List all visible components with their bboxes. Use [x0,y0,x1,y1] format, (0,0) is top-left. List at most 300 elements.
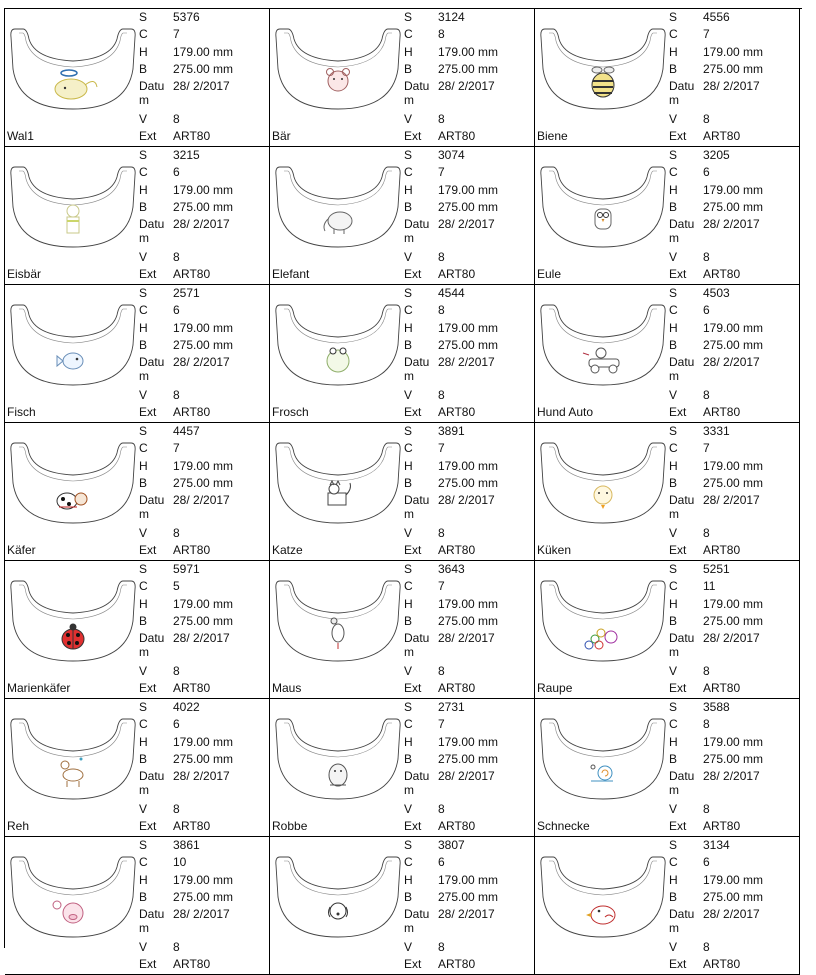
version-label: V [404,526,413,540]
colors-value: 6 [173,717,180,731]
date-value: 28/ 2/2017 [173,907,230,921]
extension-label: Ext [669,681,687,695]
colors-label: C [404,855,413,869]
date-label: Datu m [669,631,695,659]
date-value: 28/ 2/2017 [703,79,760,93]
height-label: H [669,459,678,473]
colors-label: C [139,165,148,179]
extension-label: Ext [404,543,422,557]
date-value: 28/ 2/2017 [173,493,230,507]
colors-label: C [404,579,413,593]
colors-value: 7 [173,27,180,41]
bib-thumbnail[interactable] [539,713,667,803]
bib-outline-image [274,23,402,113]
design-name: Maus [272,681,302,695]
colors-label: C [669,855,678,869]
colors-label: C [669,303,678,317]
width-value: 275.00 mm [173,338,234,352]
date-label: Datu m [404,355,430,383]
stitches-value: 4022 [173,700,200,714]
width-value: 275.00 mm [438,338,499,352]
extension-label: Ext [669,267,687,281]
design-name: Frosch [272,405,309,419]
design-card-deer[interactable] [5,699,270,837]
colors-label: C [404,717,413,731]
frog-motif-icon [327,348,349,372]
caterpillar-motif-icon [585,629,617,649]
version-value: 8 [173,664,180,678]
version-label: V [404,802,413,816]
colors-value: 6 [703,855,710,869]
date-value: 28/ 2/2017 [703,907,760,921]
design-name: Fisch [7,405,36,419]
bib-thumbnail[interactable] [274,23,402,113]
extension-value: ART80 [438,267,476,281]
extension-label: Ext [404,957,422,971]
extension-value: ART80 [438,681,476,695]
height-value: 179.00 mm [173,321,234,335]
seal-motif-icon [329,764,347,786]
bib-outline-image [274,575,402,665]
colors-label: C [139,855,148,869]
polarbear-motif-icon [67,205,79,233]
height-label: H [139,873,148,887]
bib-thumbnail[interactable] [539,299,667,389]
colors-label: C [139,303,148,317]
stitches-label: S [404,424,413,438]
extension-value: ART80 [703,819,741,833]
height-label: H [404,459,413,473]
extension-label: Ext [404,129,422,143]
date-label: Datu m [669,769,695,797]
date-label: Datu m [669,907,695,935]
design-card-ladybug[interactable] [5,561,270,699]
bib-thumbnail[interactable] [274,713,402,803]
height-value: 179.00 mm [438,45,499,59]
design-name: Eule [537,267,562,281]
bib-thumbnail[interactable] [274,299,402,389]
date-label: Datu m [404,907,430,935]
height-label: H [669,45,678,59]
stitches-label: S [404,562,413,576]
colors-value: 7 [173,441,180,455]
height-value: 179.00 mm [438,873,499,887]
design-card-elephant[interactable] [270,147,535,285]
version-label: V [139,526,148,540]
extension-value: ART80 [703,267,741,281]
height-value: 179.00 mm [173,459,234,473]
height-label: H [404,597,413,611]
mouse-motif-icon [331,618,344,649]
design-card-seal[interactable] [270,699,535,837]
extension-label: Ext [139,681,157,695]
bib-thumbnail[interactable] [9,23,137,113]
design-card-beetle[interactable] [5,423,270,561]
design-card-bee[interactable] [535,9,800,147]
width-value: 275.00 mm [438,62,499,76]
extension-value: ART80 [703,405,741,419]
width-label: B [669,476,678,490]
colors-label: C [669,27,678,41]
width-label: B [669,614,678,628]
height-value: 179.00 mm [438,321,499,335]
date-label: Datu m [139,907,165,935]
stitches-label: S [139,10,148,24]
stitches-label: S [404,286,413,300]
bib-thumbnail[interactable] [274,851,402,941]
width-label: B [139,62,148,76]
width-label: B [669,200,678,214]
bib-thumbnail[interactable] [9,575,137,665]
bib-thumbnail[interactable] [9,713,137,803]
colors-label: C [139,717,148,731]
stitches-value: 4556 [703,10,730,24]
stitches-value: 2731 [438,700,465,714]
height-value: 179.00 mm [438,183,499,197]
extension-value: ART80 [438,129,476,143]
design-card-pig[interactable] [5,837,270,975]
extension-value: ART80 [703,129,741,143]
version-label: V [404,250,413,264]
design-card-fish[interactable] [5,285,270,423]
width-value: 275.00 mm [173,476,234,490]
extension-value: ART80 [703,957,741,971]
stitches-label: S [669,148,678,162]
date-label: Datu m [139,217,165,245]
width-value: 275.00 mm [438,476,499,490]
bib-outline-image [539,575,667,665]
stitches-value: 3134 [703,838,730,852]
colors-label: C [404,303,413,317]
extension-label: Ext [669,129,687,143]
date-label: Datu m [139,79,165,107]
date-label: Datu m [669,217,695,245]
date-label: Datu m [404,631,430,659]
width-label: B [139,200,148,214]
date-value: 28/ 2/2017 [173,355,230,369]
bib-thumbnail[interactable] [539,437,667,527]
width-label: B [669,752,678,766]
height-value: 179.00 mm [173,735,234,749]
bib-outline-image [274,299,402,389]
deer-motif-icon [61,758,83,788]
colors-value: 7 [438,717,445,731]
version-label: V [139,250,148,264]
version-value: 8 [703,664,710,678]
cat-motif-icon [328,481,351,505]
design-card-snail[interactable] [535,699,800,837]
colors-label: C [139,579,148,593]
bib-thumbnail[interactable] [274,437,402,527]
extension-label: Ext [669,543,687,557]
extension-value: ART80 [173,267,211,281]
date-label: Datu m [139,493,165,521]
height-label: H [669,321,678,335]
bib-thumbnail[interactable] [539,161,667,251]
extension-label: Ext [139,129,157,143]
version-label: V [669,388,678,402]
version-label: V [404,940,413,954]
dogcar-motif-icon [583,348,619,373]
width-value: 275.00 mm [703,200,764,214]
version-value: 8 [703,526,710,540]
colors-value: 11 [703,579,716,593]
width-value: 275.00 mm [703,752,764,766]
width-label: B [669,890,678,904]
stitches-label: S [139,700,148,714]
whale-motif-icon [55,70,97,99]
design-name: Schnecke [537,819,590,833]
height-label: H [139,459,148,473]
date-value: 28/ 2/2017 [438,355,495,369]
stitches-value: 3588 [703,700,730,714]
date-value: 28/ 2/2017 [703,769,760,783]
extension-label: Ext [139,405,157,419]
version-value: 8 [703,250,710,264]
stitches-value: 3074 [438,148,465,162]
stitches-label: S [404,838,413,852]
bear-motif-icon [327,69,350,92]
colors-label: C [139,27,148,41]
stitches-value: 3807 [438,838,465,852]
beetle-motif-icon [57,493,87,509]
date-label: Datu m [669,79,695,107]
height-label: H [139,183,148,197]
height-label: H [404,45,413,59]
height-label: H [404,873,413,887]
date-value: 28/ 2/2017 [173,769,230,783]
version-label: V [139,112,148,126]
design-card-chick[interactable] [535,423,800,561]
stitches-value: 2571 [173,286,200,300]
dog-motif-icon [329,903,348,919]
bib-outline-image [539,299,667,389]
design-card-dogcar[interactable] [535,285,800,423]
colors-value: 6 [173,303,180,317]
colors-value: 8 [438,27,445,41]
stitches-value: 4503 [703,286,730,300]
width-value: 275.00 mm [173,200,234,214]
width-label: B [404,338,413,352]
extension-value: ART80 [173,129,211,143]
date-label: Datu m [139,769,165,797]
version-label: V [404,388,413,402]
colors-value: 7 [703,441,710,455]
design-card-owl[interactable] [535,147,800,285]
colors-value: 6 [173,165,180,179]
date-value: 28/ 2/2017 [438,769,495,783]
snail-motif-icon [591,765,613,781]
colors-label: C [139,441,148,455]
extension-label: Ext [404,681,422,695]
date-label: Datu m [404,769,430,797]
width-value: 275.00 mm [703,338,764,352]
date-value: 28/ 2/2017 [703,493,760,507]
date-value: 28/ 2/2017 [438,217,495,231]
extension-value: ART80 [438,405,476,419]
extension-value: ART80 [438,543,476,557]
design-name: Reh [7,819,30,833]
version-label: V [404,112,413,126]
design-card-bear[interactable] [270,9,535,147]
version-value: 8 [703,112,710,126]
date-label: Datu m [404,493,430,521]
colors-label: C [669,717,678,731]
width-label: B [404,890,413,904]
extension-label: Ext [404,267,422,281]
bib-thumbnail[interactable] [274,161,402,251]
bib-thumbnail[interactable] [9,851,137,941]
version-value: 8 [438,940,445,954]
date-value: 28/ 2/2017 [173,631,230,645]
stitches-label: S [139,838,148,852]
extension-label: Ext [404,819,422,833]
colors-value: 8 [703,717,710,731]
design-card-mouse[interactable] [270,561,535,699]
bib-thumbnail[interactable] [9,299,137,389]
design-card-whale[interactable] [5,9,270,147]
height-label: H [139,321,148,335]
version-value: 8 [173,940,180,954]
version-value: 8 [173,802,180,816]
height-label: H [139,735,148,749]
height-label: H [669,735,678,749]
embroidery-catalog-grid [4,8,802,971]
width-label: B [139,614,148,628]
date-value: 28/ 2/2017 [438,907,495,921]
height-value: 179.00 mm [703,459,764,473]
design-name: Elefant [272,267,310,281]
design-card-frog[interactable] [270,285,535,423]
height-value: 179.00 mm [438,597,499,611]
ladybug-motif-icon [62,624,84,650]
design-name: Bär [272,129,291,143]
bib-thumbnail[interactable] [539,575,667,665]
height-value: 179.00 mm [703,183,764,197]
design-card-bird[interactable] [535,837,800,975]
height-label: H [139,597,148,611]
date-value: 28/ 2/2017 [703,217,760,231]
bib-outline-image [9,437,137,527]
width-value: 275.00 mm [438,614,499,628]
chick-motif-icon [594,486,612,509]
design-name: Küken [537,543,572,557]
colors-value: 6 [703,303,710,317]
colors-label: C [404,441,413,455]
date-label: Datu m [139,631,165,659]
extension-label: Ext [139,543,157,557]
stitches-label: S [139,148,148,162]
fish-motif-icon [57,353,83,369]
extension-label: Ext [669,957,687,971]
version-value: 8 [703,940,710,954]
colors-label: C [404,27,413,41]
width-label: B [139,890,148,904]
design-card-cat[interactable] [270,423,535,561]
stitches-label: S [139,424,148,438]
bib-outline-image [9,23,137,113]
date-value: 28/ 2/2017 [438,493,495,507]
design-name: Katze [272,543,303,557]
bib-outline-image [274,161,402,251]
colors-value: 6 [703,165,710,179]
width-label: B [669,338,678,352]
extension-label: Ext [669,405,687,419]
height-label: H [404,321,413,335]
width-label: B [139,476,148,490]
design-name: Marienkäfer [7,681,71,695]
bird-motif-icon [586,906,615,924]
colors-label: C [669,441,678,455]
extension-value: ART80 [173,957,211,971]
design-card-polarbear[interactable] [5,147,270,285]
extension-label: Ext [404,405,422,419]
extension-label: Ext [139,267,157,281]
version-value: 8 [438,250,445,264]
stitches-value: 3643 [438,562,465,576]
extension-value: ART80 [173,543,211,557]
stitches-value: 5971 [173,562,200,576]
version-label: V [139,802,148,816]
design-card-caterpillar[interactable] [535,561,800,699]
bib-thumbnail[interactable] [539,23,667,113]
height-label: H [669,183,678,197]
width-value: 275.00 mm [703,476,764,490]
version-label: V [669,112,678,126]
bib-thumbnail[interactable] [9,437,137,527]
bib-outline-image [274,851,402,941]
design-card-dog[interactable] [270,837,535,975]
bib-outline-image [539,161,667,251]
width-value: 275.00 mm [438,200,499,214]
extension-value: ART80 [173,819,211,833]
stitches-label: S [669,562,678,576]
stitches-value: 3205 [703,148,730,162]
owl-motif-icon [595,209,611,229]
version-label: V [669,526,678,540]
colors-value: 5 [173,579,180,593]
height-label: H [404,735,413,749]
colors-value: 7 [703,27,710,41]
version-value: 8 [438,388,445,402]
version-label: V [404,664,413,678]
bib-outline-image [9,851,137,941]
width-value: 275.00 mm [703,62,764,76]
date-value: 28/ 2/2017 [703,355,760,369]
date-label: Datu m [404,217,430,245]
height-value: 179.00 mm [438,735,499,749]
width-label: B [139,338,148,352]
colors-label: C [669,165,678,179]
bib-thumbnail[interactable] [274,575,402,665]
stitches-value: 3215 [173,148,200,162]
version-value: 8 [173,388,180,402]
design-name: Käfer [7,543,36,557]
height-value: 179.00 mm [173,873,234,887]
design-name: Biene [537,129,568,143]
bib-thumbnail[interactable] [539,851,667,941]
width-label: B [404,476,413,490]
bib-outline-image [9,575,137,665]
colors-label: C [404,165,413,179]
date-value: 28/ 2/2017 [438,631,495,645]
width-value: 275.00 mm [438,752,499,766]
version-value: 8 [438,802,445,816]
stitches-value: 5376 [173,10,200,24]
extension-value: ART80 [703,681,741,695]
version-label: V [139,664,148,678]
bib-thumbnail[interactable] [9,161,137,251]
